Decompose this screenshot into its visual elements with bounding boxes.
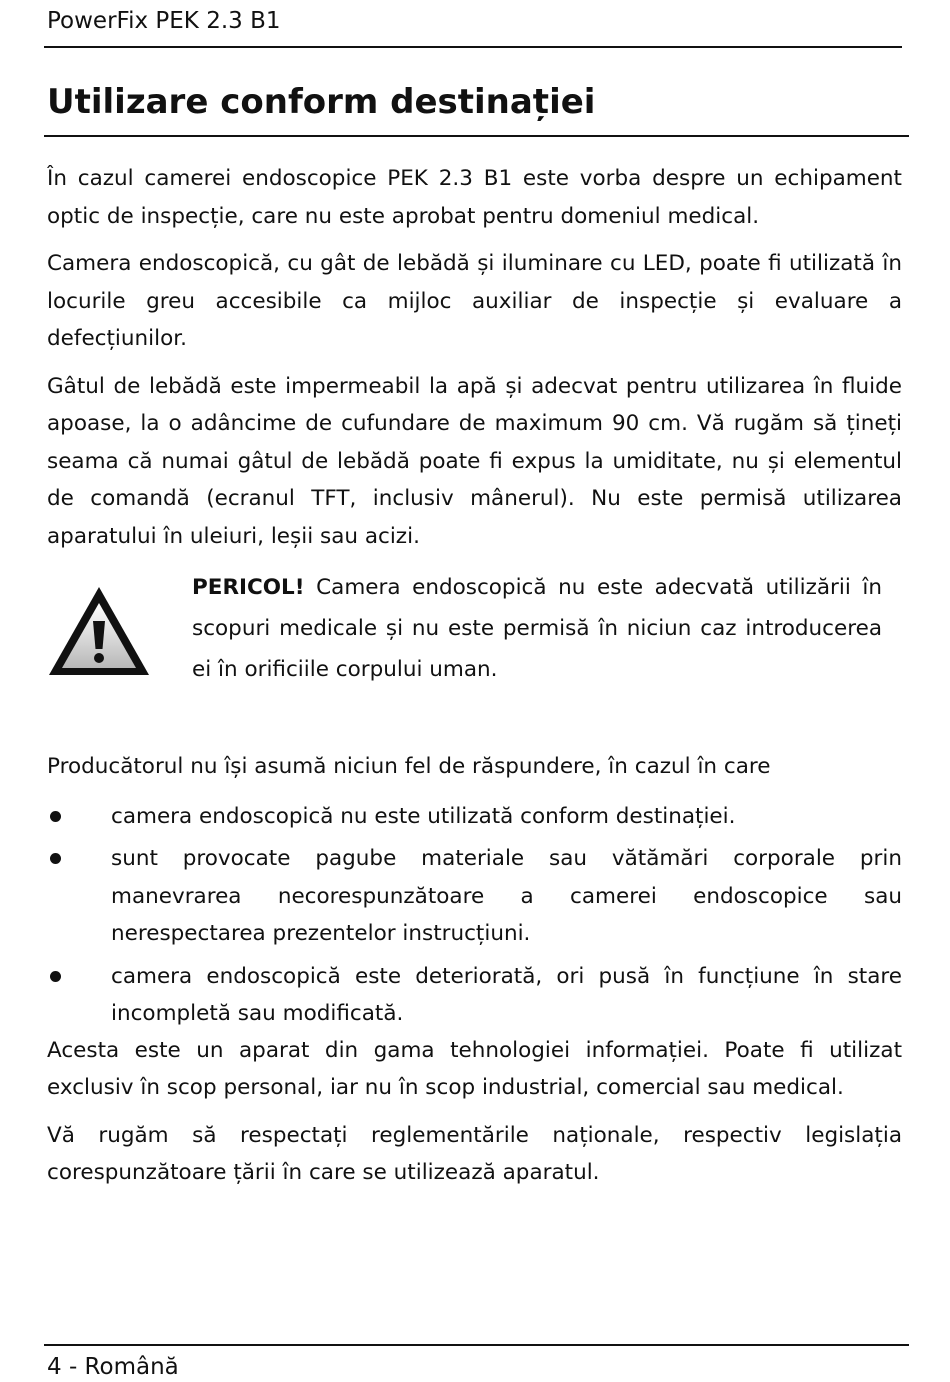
paragraph: Gâtul de lebădă este impermeabil la apă și adecvat pentru utilizarea în fluide apoase, la o adâncime de cufundare de maximum 90 cm. Vă rugăm să țineți seama că numai gâtul de lebădă poate fi expus la umiditate, nu și elementul de comandă (ecranul TFT, inclusiv mânerul). Nu este permisă utilizarea aparatului în uleiuri, leșii sau acizi. bbox=[47, 373, 902, 549]
list-item bbox=[47, 798, 902, 836]
header-divider bbox=[44, 46, 902, 48]
section-title: Utilizare conform destinației bbox=[47, 82, 596, 122]
list-item bbox=[47, 958, 902, 1033]
page-footer: 4 - Română bbox=[47, 1354, 179, 1380]
warning-message: Camera endoscopică nu este adecvată utilizării în scopuri medicale și nu este permisă în niciun caz introducerea ei în orificiile corpului uman. bbox=[192, 575, 882, 682]
bullet bbox=[50, 853, 61, 864]
paragraph: Vă rugăm să respectați reglementările naționale, respectiv legislația corespunzătoare țării în care se utilizează aparatul. bbox=[47, 1122, 902, 1185]
liability-list bbox=[47, 798, 902, 1033]
list-item-text: sunt provocate pagube materiale sau vătămări corporale prin manevrarea necorespunzătoare a camerei endoscopice sau nerespectarea prezentelor instrucțiuni. bbox=[111, 846, 902, 946]
title-divider bbox=[44, 135, 909, 137]
warning-text bbox=[192, 567, 882, 690]
list-item-text: camera endoscopică nu este utilizată conform destinației. bbox=[111, 803, 736, 829]
list-item-text: camera endoscopică este deteriorată, ori pusă în funcțiune în stare incompletă sau modificată. bbox=[111, 963, 902, 1026]
paragraph: Camera endoscopică, cu gât de lebădă și iluminare cu LED, poate fi utilizată în locurile greu accesibile ca mijloc auxiliar de inspecție și evaluare a defecțiunilor. bbox=[47, 251, 902, 351]
paragraph: Producătorul nu își asumă niciun fel de răspundere, în cazul în care bbox=[47, 754, 771, 779]
bullet bbox=[50, 811, 61, 822]
paragraph: Acesta este un aparat din gama tehnologiei informației. Poate fi utilizat exclusiv în scop personal, iar nu în scop industrial, comercial sau medical. bbox=[47, 1037, 902, 1100]
document-body bbox=[47, 160, 902, 1192]
paragraph: În cazul camerei endoscopice PEK 2.3 B1 este vorba despre un echipament optic de inspecție, care nu este aprobat pentru domeniul medical. bbox=[47, 166, 902, 229]
danger-notice bbox=[47, 567, 902, 737]
bullet bbox=[50, 971, 61, 982]
warning-label: PERICOL! bbox=[192, 575, 305, 600]
list-item bbox=[47, 840, 902, 953]
footer-divider bbox=[44, 1344, 909, 1346]
running-header: PowerFix PEK 2.3 B1 bbox=[47, 8, 281, 34]
warning-triangle-icon bbox=[47, 585, 151, 677]
